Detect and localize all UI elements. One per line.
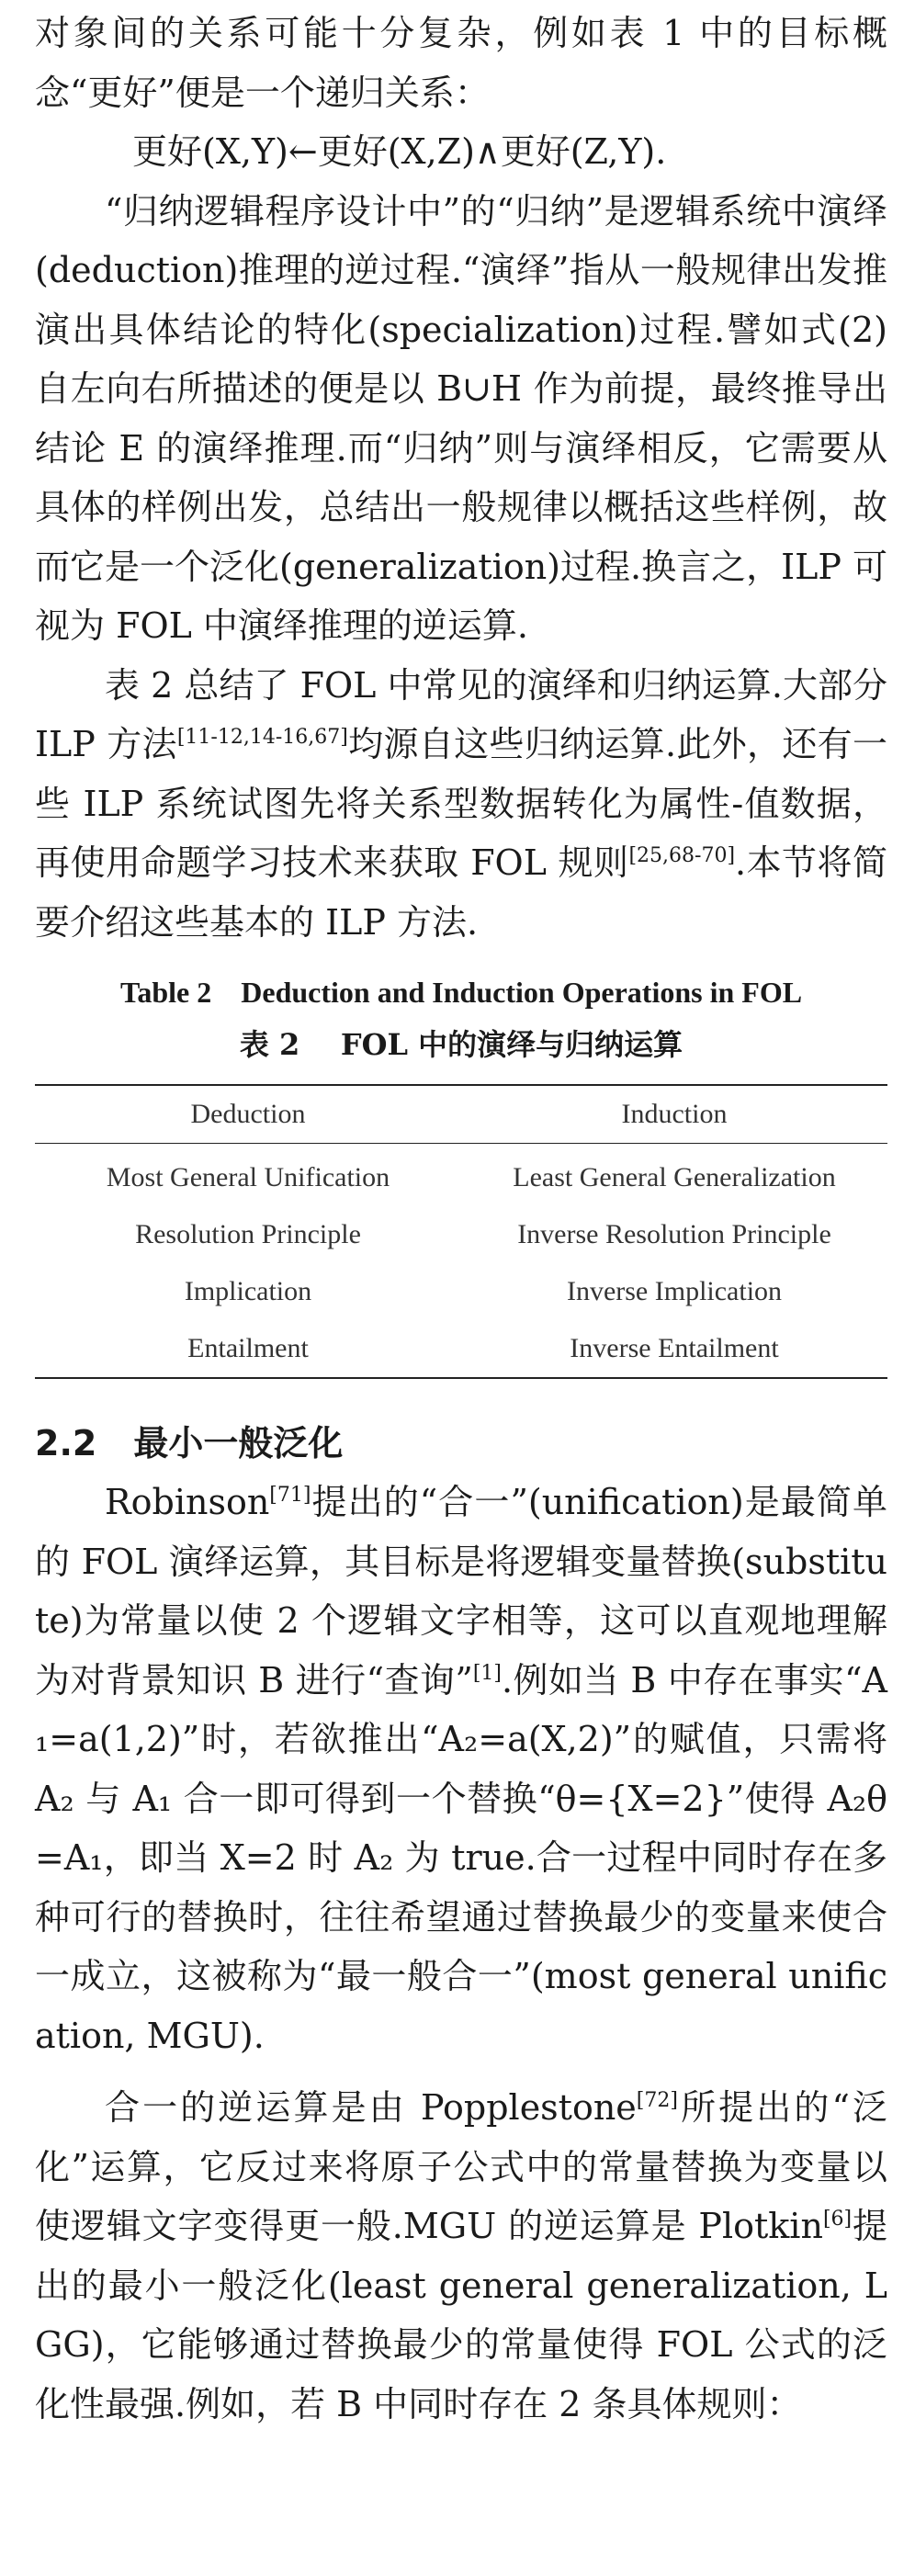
paragraph-table-summary-part-c: .本节将简要介绍这些基本的 ILP 方法. xyxy=(35,842,887,943)
table-cell: Inverse Entailment xyxy=(570,1333,779,1363)
section-heading xyxy=(35,1414,887,1473)
table-cell: Resolution Principle xyxy=(135,1219,361,1249)
table-row xyxy=(35,1149,887,1206)
table-header-cell: Deduction xyxy=(190,1099,306,1129)
citation-ref: [71] xyxy=(269,1484,311,1507)
paragraph-unification-part-a: Robinson xyxy=(105,1482,270,1522)
section-number: 2.2 xyxy=(35,1423,97,1463)
table-cell: Least General Generalization xyxy=(513,1162,836,1192)
paragraph-induction-deduction: “归纳逻辑程序设计中”的“归纳”是逻辑系统中演绎(deduction)推理的逆过程.“演绎”指从一般规律出发推演出具体结论的特化(specialization)过程.譬如式(2)自左向右所描述的便是以 B∪H 作为前提，最终推导出结论 E 的演绎推理.而“归纳”则与演绎相反，它需要从具体的样例出发，总结出一般规律以概括这些样例，故而它是一个泛化(generalization)过程.换言之，ILP 可视为 FOL 中演绎推理的逆运算. xyxy=(35,190,887,646)
paragraph-unification-part-c: .例如当 B 中存在事实“A₁=a(1,2)”时，若欲推出“A₂=a(X,2)”的赋值，只需将 A₂ 与 A₁ 合一即可得到一个替换“θ={X=2}”使得 A₂θ=A₁，即当 X=2 时 A₂ 为 true.合一过程中同时存在多种可行的替换时，往往希望通过替换最少的变量来使合一成立，这被称为“最一般合一”(most general unification, MGU). xyxy=(35,1659,887,2056)
table-cell: Inverse Resolution Principle xyxy=(517,1219,831,1249)
paragraph-table-summary-part-b: 均源自这些归纳运算.此外，还有一些 ILP 系统试图先将关系型数据转化为属性-值数据，再使用命题学习技术来获取 FOL 规则 xyxy=(35,724,887,883)
table-header-cell: Induction xyxy=(621,1099,728,1129)
table-cell: Entailment xyxy=(187,1333,309,1363)
table-row xyxy=(35,1320,887,1377)
citation-ref: [11-12,14-16,67] xyxy=(176,726,348,749)
section-title: 最小一般泛化 xyxy=(133,1422,344,1463)
paragraph-table-summary xyxy=(35,656,887,953)
table-header-row xyxy=(35,1086,887,1144)
paragraph-table-summary-part-a: 表 2 总结了 FOL 中常见的演绎和归纳运算.大部分 ILP 方法 xyxy=(35,664,887,764)
table-cell: Most General Unification xyxy=(106,1162,390,1192)
paragraph-generalization-part-a: 合一的逆运算是由 Popplestone xyxy=(105,2087,637,2128)
formula-better-recursive: 更好(X,Y)←更好(X,Z)∧更好(Z,Y). xyxy=(132,131,667,172)
table-caption-english: Table 2 Deduction and Induction Operations in FOL xyxy=(119,976,803,1009)
citation-ref: [6] xyxy=(822,2208,853,2231)
table-row xyxy=(35,1263,887,1320)
citation-ref: [25,68-70] xyxy=(628,844,736,867)
table-cell: Implication xyxy=(184,1276,312,1306)
paragraph-generalization xyxy=(35,2078,887,2434)
citation-ref: [72] xyxy=(636,2089,678,2112)
paragraph-recursive-relation: 对象间的关系可能十分复杂，例如表 1 中的目标概念“更好”便是一个递归关系： xyxy=(35,13,887,113)
document-page xyxy=(0,4,915,2576)
table-caption-chinese: 表 2 FOL 中的演绎与归纳运算 xyxy=(239,1027,683,1062)
operations-table xyxy=(35,1084,887,1379)
paragraph-generalization-part-c: 提出的最小一般泛化(least general generalization, LGG)，它能够通过替换最少的常量使得 FOL 公式的泛化性最强.例如，若 B 中同时存在 2 条具体规则： xyxy=(35,2206,887,2424)
table-cell: Inverse Implication xyxy=(566,1276,783,1306)
paragraph-generalization-part-b: 所提出的“泛化”运算，它反过来将原子公式中的常量替换为变量以使逻辑文字变得更一般.MGU 的逆运算是 Plotkin xyxy=(35,2087,887,2246)
paragraph-unification-part-b: 提出的“合一”(unification)是最简单的 FOL 演绎运算，其目标是将逻辑变量替换(substitute)为常量以使 2 个逻辑文字相等，这可以直观地理解为对背景知识 B 进行“查询” xyxy=(35,1482,887,1700)
citation-ref: [1] xyxy=(472,1661,502,1685)
paragraph-unification xyxy=(35,1473,887,2065)
table-row xyxy=(35,1206,887,1263)
